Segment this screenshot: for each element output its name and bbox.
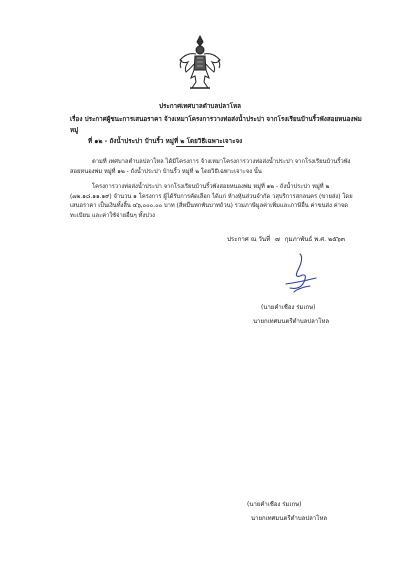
- scanned-copy-signer-name: (นายคำเชือง ร่มเกษ): [247, 501, 302, 508]
- date-day: ๗: [275, 236, 280, 243]
- announcer-heading: ประกาศเทศบาลตำบลปลาโหล: [158, 103, 242, 110]
- date-month-year: กุมภาพันธ์ พ.ศ. ๒๕๖๓: [284, 236, 346, 243]
- para2-line-4: ทะเบียน และค่าใช้จ่ายอื่นๆ ทั้งปวง: [70, 212, 155, 219]
- announcement-date: [227, 234, 348, 244]
- para1-line-2: สอยหนองพ่ม หมู่ที่ ๑๒ - ถังน้ำประปา บ้านริ้ว หมู่ที่ ๒ โดยวิธีเฉพาะเจาะจง นั้น: [70, 168, 262, 175]
- handwritten-signature: [270, 248, 330, 298]
- subject-line-1: ประกาศผู้ชนะการเสนอราคา จ้างเหมาโครงการวางท่อส่งน้ำประปา จากโรงเรียนบ้านริ้วพังสอยหนองพ่ม หมู่: [70, 116, 362, 134]
- para2-line-2: (๗๒.๑๘.๑๑.๑๙) จำนวน ๑ โครงการ ผู้ได้รับการคัดเลือก ได้แก่ ห้างหุ้นส่วนจำกัด วสุบริการสกลนคร (ขายส่ง) โดย: [70, 193, 353, 200]
- scanned-copy-signer-title: นายกเทศมนตรีตำบลปลาโหล: [251, 515, 328, 522]
- para2-line-1: โครงการวางท่อส่งน้ำประปา จากโรงเรียนบ้านริ้วพังสอยหนองพ่ม หมู่ที่ ๑๒ - ถังน้ำประปา หมู่ที่ ๒: [92, 184, 330, 190]
- para2-line-3: เสนอราคา เป็นเงินทั้งสิ้น ๔๖,๐๐๐.๐๐ บาท (สี่หมื่นหกพันบาทถ้วน) รวมภาษีมูลค่าเพิ่มและภาษีอื่น ค่าขนส่ง ค่าจด: [70, 203, 349, 209]
- signer-name: (นายคำเชือง ร่มเกษ): [261, 304, 316, 311]
- body-paragraph-1: [70, 158, 370, 177]
- signer-title: นายกเทศมนตรีตำบลปลาโหล: [253, 318, 330, 325]
- garuda-emblem-icon: [177, 34, 223, 92]
- subject-line-2: ที่ ๑๒ - ถังน้ำประปา บ้านริ้ว หมู่ที่ ๒ โดยวิธีเฉพาะเจาะจง: [88, 138, 243, 145]
- date-prefix: ประกาศ ณ วันที่: [227, 236, 271, 243]
- subject-block: [70, 114, 370, 147]
- subject-label: เรื่อง: [70, 116, 83, 123]
- body-paragraph-2: [70, 183, 370, 221]
- para1-line-1: ตามที่ เทศบาลตำบลปลาโหล ได้มีโครงการ จ้างเหมาโครงการวางท่อส่งน้ำประปา จากโรงเรียนบ้านริ้วพัง: [92, 159, 351, 165]
- title-divider: [176, 146, 224, 147]
